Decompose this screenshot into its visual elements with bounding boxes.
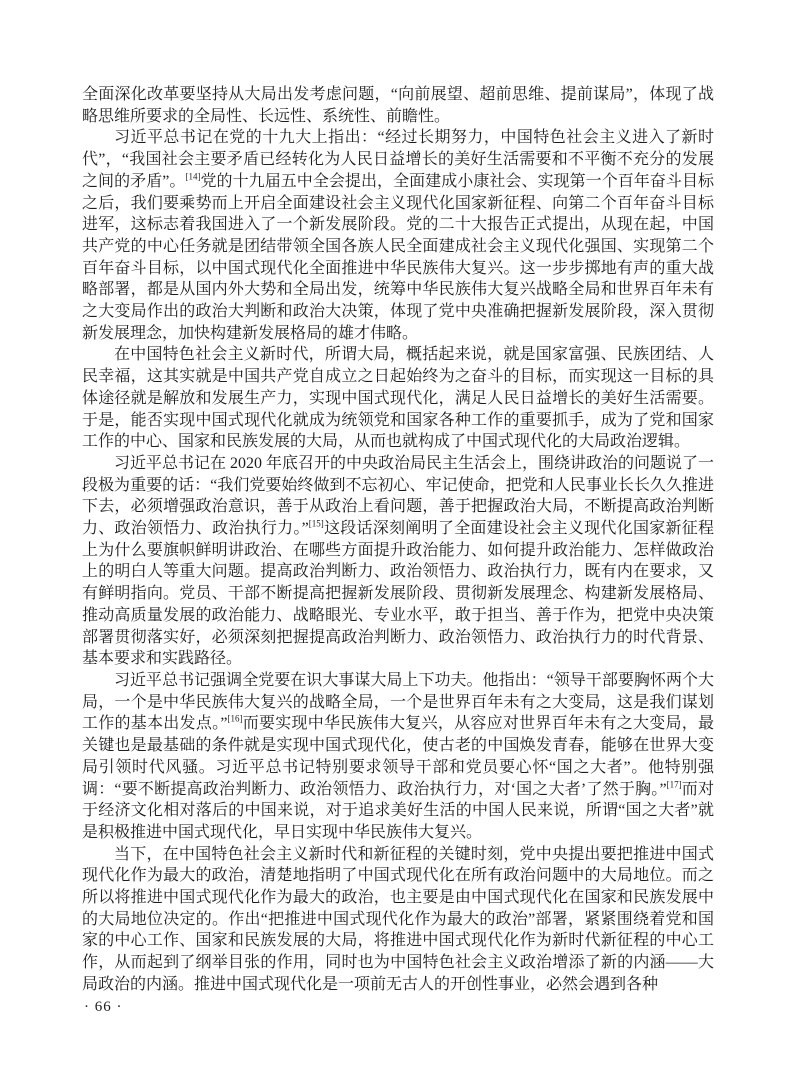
paragraph-text: 在中国特色社会主义新时代，所谓大局，概括起来说，就是国家富强、民族团结、人民幸福，这其实就是中国共产党自成立之日起始终为之奋斗的目标，而实现这一目标的具体途径就是解放和发展生产力，实现中国式现代化，满足人民日益增长的美好生活需要。于是，能否实现中国式现代化就成为统领党和国家各种工作的重要抓手，成为了党和国家工作的中心、国家和民族发展的大局，从而也就构成了中国式现代化的大局政治逻辑。 bbox=[82, 346, 714, 451]
paragraph-text: 习近平总书记在党的十九大上指出：“经过长期努力，中国特色社会主义进入了新时代”，“我国社会主要矛盾已经转化为人民日益增长的美好生活需要和不平衡不充分的发展之间的矛盾”。 bbox=[82, 129, 714, 190]
footnote-ref: [17] bbox=[666, 779, 682, 790]
paragraph bbox=[82, 670, 714, 844]
document-body bbox=[82, 84, 714, 996]
paragraph bbox=[82, 127, 714, 344]
footnote-ref: [16] bbox=[227, 714, 243, 725]
paragraph-text: 这段话深刻阐明了全面建设社会主义现代化国家新征程上为什么要旗帜鲜明讲政治、在哪些方面提升政治能力、如何提升政治能力、怎样做政治上的明白人等重大问题。提高政治判断力、政治领悟力、政治执行力，既有内在要求，又有鲜明指向。党员、干部不断提高把握新发展阶段、贯彻新发展理念、构建新发展格局、推动高质量发展的政治能力、战略眼光、专业水平，敢于担当、善于作为，把党中央决策部署贯彻落实好，必须深刻把握提高政治判断力、政治领悟力、政治执行力的时代背景、基本要求和实践路径。 bbox=[82, 520, 714, 668]
paragraph-text: 而对于经济文化相对落后的中国来说，对于追求美好生活的中国人民来说，所谓“国之大者”就是积极推进中国式现代化，早日实现中华民族伟大复兴。 bbox=[82, 780, 714, 841]
paragraph-text: 而要实现中华民族伟大复兴，从容应对世界百年未有之大变局，最关键也是最基础的条件就是实现中国式现代化，使古老的中国焕发青春，能够在世界大变局引领时代风骚。习近平总书记特别要求领导干部和党员要心怀“国之大者”。他特别强调：“要不断提高政治判断力、政治领悟力、政治执行力，对‘国之大者’了然于胸。” bbox=[82, 715, 714, 798]
paragraph-text: 党的十九届五中全会提出，全面建成小康社会、实现第一个百年奋斗目标之后，我们要乘势而上开启全面建设社会主义现代化国家新征程、向第二个百年奋斗目标进军，这标志着我国进入了一个新发展阶段。党的二十大报告正式提出，从现在起，中国共产党的中心任务就是团结带领全国各族人民全面建成社会主义现代化强国、实现第二个百年奋斗目标，以中国式现代化全面推进中华民族伟大复兴。这一步步掷地有声的重大战略部署，都是从国内外大势和全局出发，统筹中华民族伟大复兴战略全局和世界百年未有之大变局作出的政治大判断和政治大决策，体现了党中央准确把握新发展阶段，深入贯彻新发展理念，加快构建新发展格局的雄才伟略。 bbox=[82, 172, 714, 342]
paragraph-text: 习近平总书记在 2020 年底召开的中央政治局民主生活会上，围绕讲政治的问题说了一段极为重要的话：“我们党要始终做到不忘初心、牢记使命，把党和人民事业长长久久推进下去，必须增强政治意识，善于从政治上看问题，善于把握政治大局，不断提高政治判断力、政治领悟力、政治执行力。” bbox=[82, 454, 715, 538]
paragraph bbox=[82, 844, 714, 996]
paragraph-text: 全面深化改革要坚持从大局出发考虑问题，“向前展望、超前思维、提前谋局”，体现了战略思维所要求的全局性、长远性、系统性、前瞻性。 bbox=[82, 86, 714, 125]
footnote-ref: [15] bbox=[308, 518, 324, 529]
paragraph-text: 当下，在中国特色社会主义新时代和新征程的关键时刻，党中央提出要把推进中国式现代化作为最大的政治，清楚地指明了中国式现代化在所有政治问题中的大局地位。而之所以将推进中国式现代化作为最大的政治，也主要是由中国式现代化在国家和民族发展中的大局地位决定的。作出“把推进中国式现代化作为最大的政治”部署，紧紧围绕着党和国家的中心工作、国家和民族发展的大局，将推进中国式现代化作为新时代新征程的中心工作，从而起到了纲举目张的作用，同时也为中国特色社会主义政治增添了新的内涵——大局政治的内涵。推进中国式现代化是一项前无古人的开创性事业，必然会遇到各种 bbox=[82, 845, 714, 993]
page-number: · 66 · bbox=[84, 999, 123, 1015]
paragraph-text: 习近平总书记强调全党要在识大事谋大局上下功夫。他指出：“领导干部要胸怀两个大局，一个是中华民族伟大复兴的战略全局，一个是世界百年未有之大变局，这是我们谋划工作的基本出发点。” bbox=[82, 671, 714, 733]
footnote-ref: [14] bbox=[185, 171, 201, 182]
paragraph bbox=[82, 84, 714, 127]
paragraph bbox=[82, 344, 714, 453]
paragraph bbox=[82, 453, 714, 670]
